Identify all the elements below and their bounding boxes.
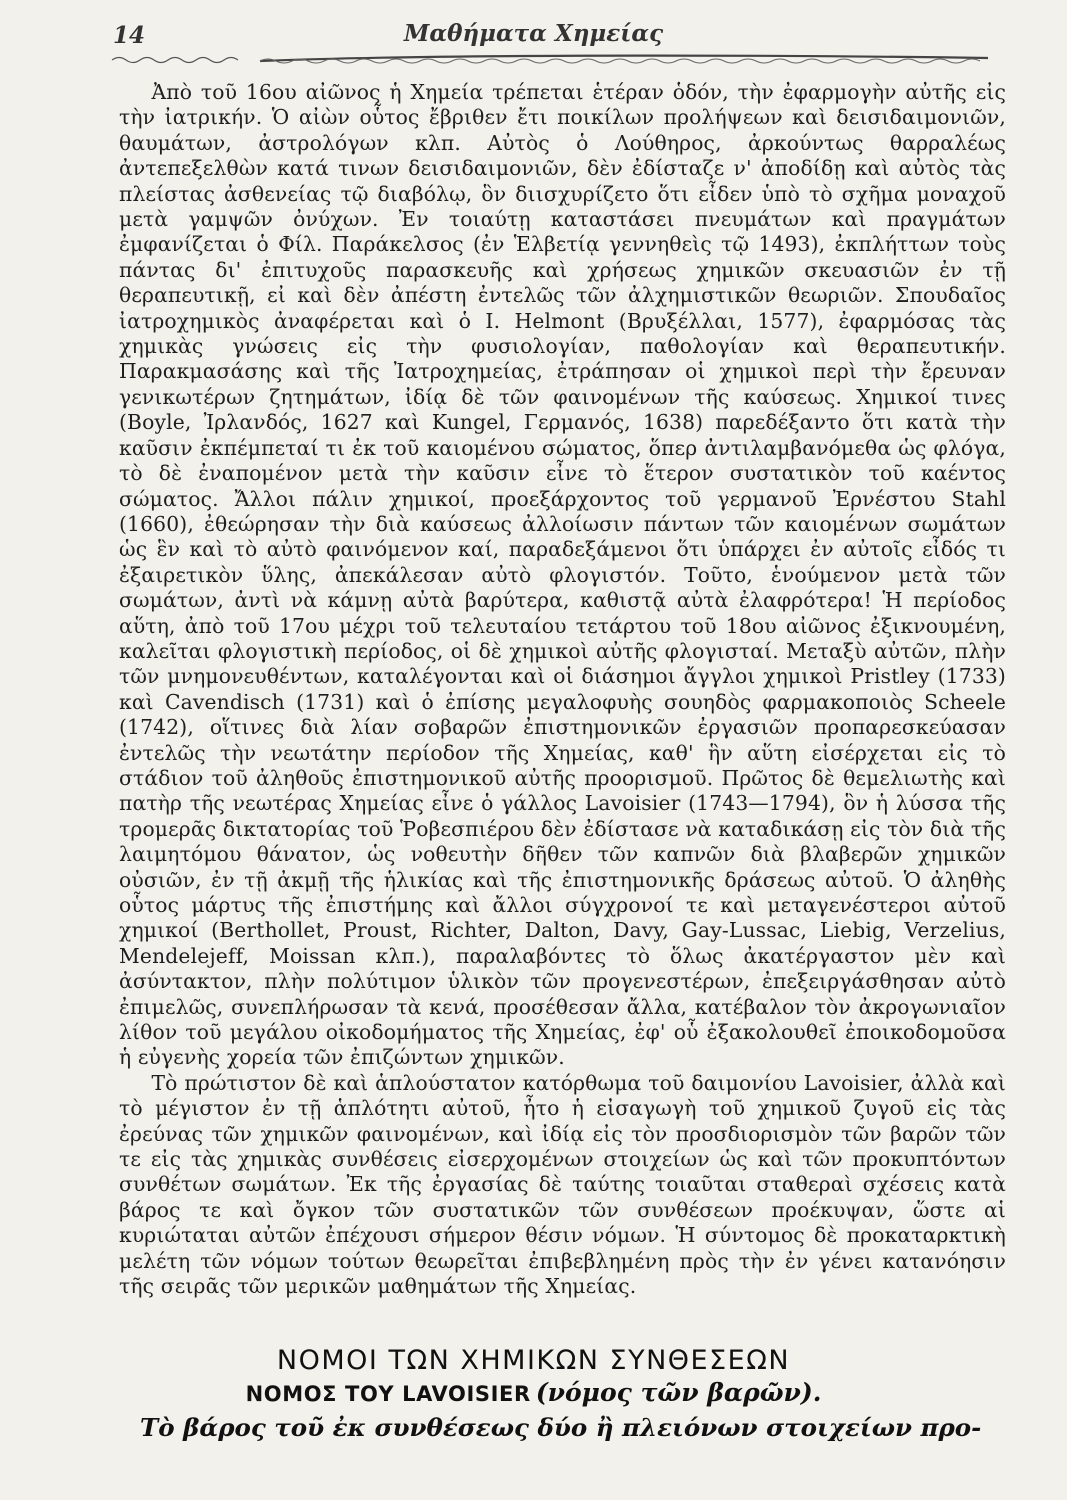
law-name: ΝΟΜΟΣ ΤΟΥ LAVOISIER — [245, 1382, 531, 1406]
law-statement: Τὸ βάρος τοῦ ἐκ συνθέσεως δύο ἢ πλειόνων στοιχείων προ- — [140, 1413, 982, 1442]
paragraph-lavoisier: Τὸ πρώτιστον δὲ καὶ ἁπλούστατον κατόρθωμα τοῦ δαιμονίου Lavoisier, ἀλλὰ καὶ τὸ μέγιστον ἐν τῇ ἁπλότητι αὐτοῦ, ἦτο ἡ εἰσαγωγὴ τοῦ χημικοῦ ζυγοῦ εἰς τὰς ἐρεύνας τῶν χημικῶν φαινομένων, καὶ ἰδίᾳ εἰς τὸν προσδιορισμὸν τῶν βαρῶν τῶν τε εἰς τὰς χημικὰς συνθέσεις εἰσερχομένων στοιχείων ὡς καὶ τῶν προκυπτόντων συνθέτων σωμάτων. Ἐκ τῆς ἐργασίας δὲ ταύτης τοιαῦται σταθεραὶ σχέσεις κατὰ βάρος τε καὶ ὄγκον τῶν συστατικῶν τῶν συνθέσεων προέκυψαν, ὥστε αἱ κυριώταται αὐτῶν ἐπέχουσι σήμερον θέσιν νόμων. Ἡ σύντομος δὲ προκαταρκτικὴ μελέτη τῶν νόμων τούτων θεωρεῖται ἐπιβεβλημένη πρὸς τὴν ἐν γένει κατανόησιν τῆς σειρᾶς τῶν μερικῶν μαθημάτων τῆς Χημείας. — [119, 1070, 1006, 1299]
running-title: Μαθήματα Χημείας — [403, 20, 664, 47]
body-text — [119, 80, 1006, 1300]
section-heading: ΝΟΜΟΙ ΤΩΝ ΧΗΜΙΚΩΝ ΣΥΝΘΕΣΕΩΝ — [276, 1345, 791, 1376]
page-header — [0, 0, 1067, 74]
law-name-italic: (νόμος τῶν βαρῶν). — [535, 1378, 822, 1407]
paragraph-history: Ἀπὸ τοῦ 16ου αἰῶνος ἡ Χημεία τρέπεται ἑτέραν ὁδόν, τὴν ἐφαρμογὴν αὐτῆς εἰς τὴν ἰατρικήν. Ὁ αἰὼν οὗτος ἔβριθεν ἔτι ποικίλων προλήψεων καὶ δεισιδαιμονιῶν, θαυμάτων, ἀστρολόγων κλπ. Αὐτὸς ὁ Λούθηρος, ἀρκούντως θαρραλέως ἀντεπεξελθὼν κατά τινων δεισιδαιμονιῶν, δὲν ἐδίσταζε ν' ἀποδίδῃ καὶ αὐτὸς τὰς πλείστας ἀσθενείας τῷ διαβόλῳ, ὃν διισχυρίζετο ὅτι εἶδεν ὑπὸ τὸ σχῆμα μοναχοῦ μετὰ γαμψῶν ὀνύχων. Ἐν τοιαύτῃ καταστάσει πνευμάτων καὶ πραγμάτων ἐμφανίζεται ὁ Φίλ. Παράκελσος (ἐν Ἑλβετίᾳ γεννηθεὶς τῷ 1493), ἐκπλήττων τοὺς πάντας δι' ἐπιτυχοῦς παρασκευῆς καὶ χρήσεως χημικῶν σκευασιῶν ἐν τῇ θεραπευτικῇ, εἰ καὶ δὲν ἀπέστη ἐντελῶς τῶν ἀλχημιστικῶν θεωριῶν. Σπουδαῖος ἰατροχημικὸς ἀναφέρεται καὶ ὁ I. Helmont (Βρυξέλλαι, 1577), ἐφαρμόσας τὰς χημικὰς γνώσεις εἰς τὴν φυσιολογίαν, παθολογίαν καὶ θεραπευτικήν. Παρακμασάσης καὶ τῆς Ἰατροχημείας, ἐτράπησαν οἱ χημικοὶ περὶ τὴν ἔρευναν γενικωτέρων ζητημάτων, ἰδίᾳ δὲ τῶν φαινομένων τῆς καύσεως. Χημικοί τινες (Boyle, Ἰρλανδός, 1627 καὶ Kungel, Γερμανός, 1638) παρεδέξαντο ὅτι κατὰ τὴν καῦσιν ἐκπέμπεταί τι ἐκ τοῦ καιομένου σώματος, ὅπερ ἀντιλαμβανόμεθα ὡς φλόγα, τὸ δὲ ἐναπομένον μετὰ τὴν καῦσιν εἶνε τὸ ἕτερον συστατικὸν τοῦ καέντος σώματος. Ἄλλοι πάλιν χημικοί, προεξάρχοντος τοῦ γερμανοῦ Ἐρνέστου Stahl (1660), ἐθεώρησαν τὴν διὰ καύσεως ἀλλοίωσιν πάντων τῶν καιομένων σωμάτων ὡς ἓν καὶ τὸ αὐτὸ φαινόμενον καί, παραδεξάμενοι ὅτι ὑπάρχει ἐν αὐτοῖς εἶδός τι ἐξαιρετικὸν ὕλης, ἀπεκάλεσαν αὐτὸ φλογιστόν. Τοῦτο, ἑνούμενον μετὰ τῶν σωμάτων, ἀντὶ νὰ κάμνῃ αὐτὰ βαρύτερα, καθιστᾷ αὐτὰ ἐλαφρότερα! Ἡ περίοδος αὕτη, ἀπὸ τοῦ 17ου μέχρι τοῦ τελευταίου τετάρτου τοῦ 18ου αἰῶνος ἐξικνουμένη, καλεῖται φλογιστικὴ περίοδος, οἱ δὲ χημικοὶ αὐτῆς φλογισταί. Μεταξὺ αὐτῶν, πλὴν τῶν μνημονευθέντων, καταλέγονται καὶ οἱ διάσημοι ἄγγλοι χημικοὶ Pristley (1733) καὶ Cavendisch (1731) καὶ ὁ ἐπίσης μεγαλοφυὴς σουηδὸς φαρμακοποιὸς Scheele (1742), οἵτινες διὰ λίαν σοβαρῶν ἐπιστημονικῶν ἐργασιῶν προπαρεσκεύασαν ἐντελῶς τὴν νεωτάτην περίοδον τῆς Χημείας, καθ' ἣν αὕτη εἰσέρχεται εἰς τὸ στάδιον τοῦ ἀληθοῦς ἐπιστημονικοῦ αὐτῆς προορισμοῦ. Πρῶτος δὲ θεμελιωτὴς καὶ πατὴρ τῆς νεωτέρας Χημείας εἶνε ὁ γάλλος Lavoisier (1743—1794), ὃν ἡ λύσσα τῆς τρομερᾶς δικτατορίας τοῦ Ῥοβεσπιέρου δὲν ἐδίστασε νὰ καταδικάσῃ εἰς τὸν διὰ τῆς λαιμητόμου θάνατον, ὡς νοθευτὴν δῆθεν τῶν καπνῶν διὰ βλαβερῶν χημικῶν οὐσιῶν, ἐν τῇ ἀκμῇ τῆς ἡλικίας καὶ τῆς ἐπιστημονικῆς δράσεως αὐτοῦ. Ὁ ἀληθὴς οὗτος μάρτυς τῆς ἐπιστήμης καὶ ἄλλοι σύγχρονοί τε καὶ μεταγενέστεροι αὐτοῦ χημικοί (Berthollet, Proust, Richter, Dalton, Davy, Gay-Lussac, Liebig, Verzelius, Mendelejeff, Moissan κλπ.), παραλαβόντες τὸ ὅλως ἀκατέργαστον μὲν καὶ ἀσύντακτον, πλὴν πολύτιμον ὑλικὸν τῶν προγενεστέρων, ἐπεξειργάσθησαν αὐτὸ ἐπιμελῶς, συνεπλήρωσαν τὰ κενά, προσέθεσαν ἄλλα, κατέβαλον τὸν ἀκρογωνιαῖον λίθον τοῦ μεγάλου οἰκοδομήματος τῆς Χημείας, ἐφ' οὗ ἐξακολουθεῖ ἐποικοδομοῦσα ἡ εὐγενὴς χορεία τῶν ἐπιζώντων χημικῶν. — [119, 80, 1006, 1070]
wavy-rule-divider — [110, 52, 990, 66]
page-number: 14 — [113, 22, 146, 49]
section-subheading — [0, 1378, 1067, 1407]
